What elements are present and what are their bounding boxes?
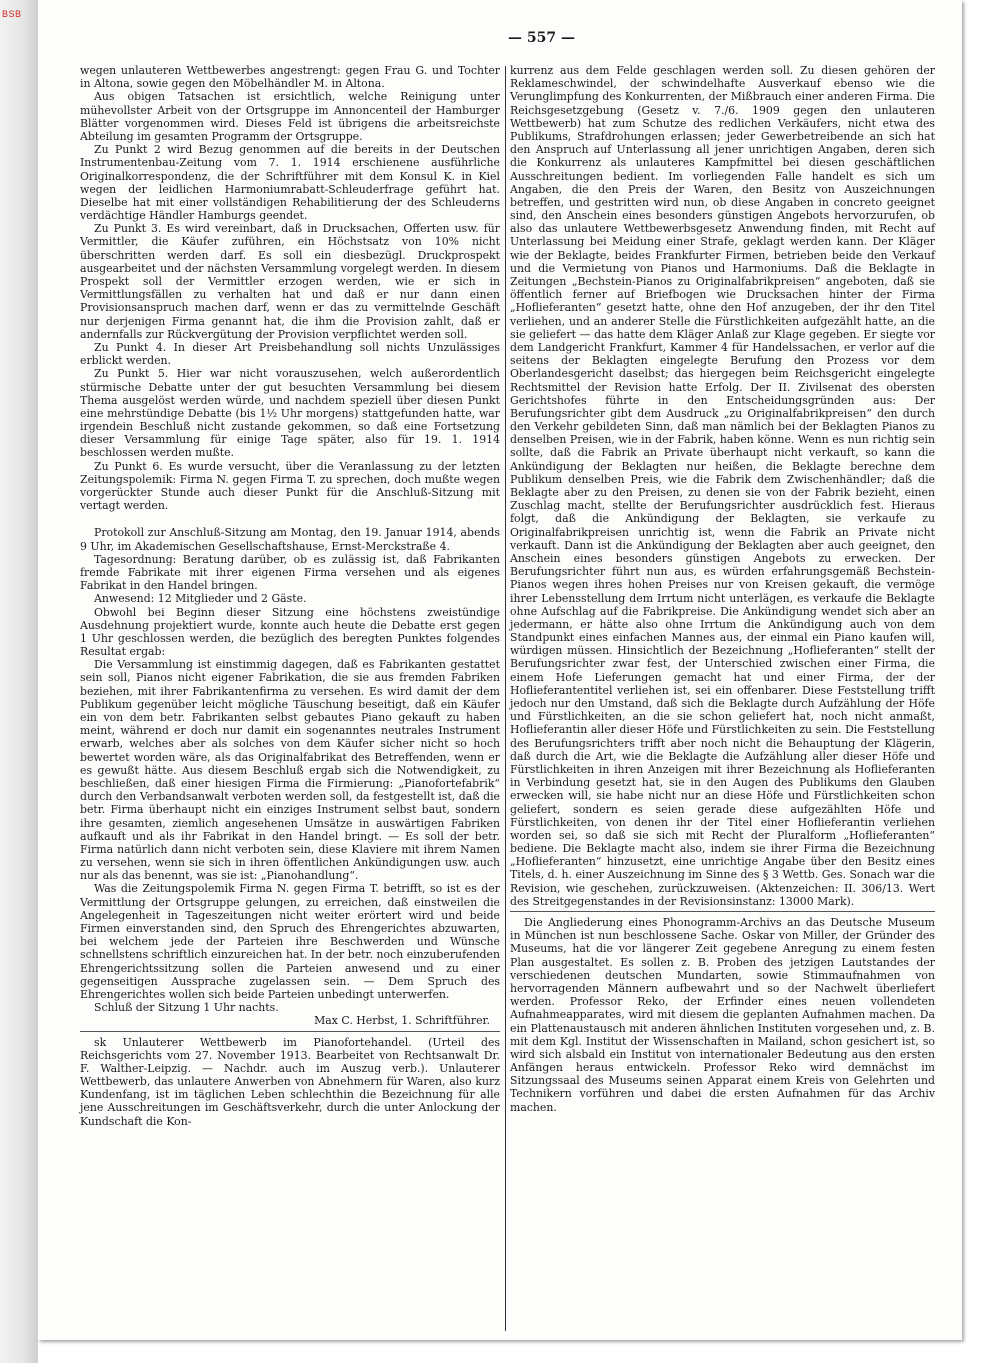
- text-paragraph: Was die Zeitungspolemik Firma N. gegen Firma T. betrifft, so ist es der Vermittlung der Ortsgruppe gelungen, zu erreichen, daß einstweilen die Angelegenheit in Tageszeitungen nicht weiter erörtert wird und beide Firmen einverstanden sind, den Spruch des Ehrengerichtes abzuwarten, bei welchem jede der Parteien ihre Beschwerden und Wünsche schnellstens schriftlich einzureichen hat. In der betr. noch einzuberufenden Ehrengerichtssitzung sollen die Parteien anwesend und zu einer gegenseitigen Aussprache zugelassen sein. — Dem Spruch des Ehrengerichtes wollen sich beide Parteien unbedingt unterwerfen.: [80, 882, 500, 1001]
- text-paragraph: Zu Punkt 5. Hier war nicht vorauszusehen, welch außerordentlich stürmische Debatte unter der gut besuchten Versammlung bei diesem Thema ausgelöst werden würde, und nachdem speziell über diesen Punkt eine mehrstündige Debatte (bis 1½ Uhr morgens) stattgefunden hatte, war irgendein Beschluß nicht zustande gekommen, so daß eine Fortsetzung dieser Versammlung für einige Tage später, also für 19. 1. 1914 beschlossen werden mußte.: [80, 367, 500, 460]
- scan-margin-shadow: [0, 0, 38, 1363]
- text-paragraph: sk Unlauterer Wettbewerb im Pianofortehandel. (Urteil des Reichsgerichts vom 27. November 1913. Bearbeitet von Rechtsanwalt Dr. F. Walther-Leipzig. — Nachdr. auch im Auszug verb.). Unlauterer Wettbewerb, das unlautere Anwerben von Abnehmern für Waren, also kurz Kundenfang, ist im täglichen Leben schlechthin die Bezeichnung für alle jene Ausschreitungen im Geschäftsverkehr, durch die unter Anlockung der Kundschaft die Kon-: [80, 1035, 500, 1128]
- text-paragraph: Die Versammlung ist einstimmig dagegen, daß es Fabrikanten gestattet sein soll, Pianos nicht eigener Fabrikation, die sie aus fremden Fabriken beziehen, mit ihrer Fabrikantenfirma zu versehen. Es wird damit der dem Publikum gegenüber leicht mögliche Täuschung beseitigt, daß ein Käufer ein von dem betr. Fabrikanten selbst gebautes Piano gekauft zu haben meint, während er doch nur damit ein sogenanntes neutrales Instrument erwarb, welches aber als solches von dem Käufer sicher nicht so hoch bewertet worden wäre, als das Originalfabrikat des Betreffenden, wenn er es gewußt hätte. Aus diesem Beschluß ergab sich die Notwendigkeit, zu beschließen, daß einer hiesigen Firma die Firmierung: „Pianofortefabrik“ durch den Verbandsanwalt verboten werden soll, da festgestellt ist, daß die betr. Firma überhaupt nicht ein einziges Instrument selbst baut, sondern ihre gesamten, ziemlich angesehenen Umsätze in auswärtigen Fabriken aufkauft und als ihr Fabrikat in den Handel bringt. — Es soll der betr. Firma natürlich dann nicht verboten sein, diese Klaviere mit ihrem Namen zu versehen, wenn sie sich in ihren öffentlichen Ankündigungen usw. auch nur als das benennt, was sie ist: „Pianohandlung“.: [80, 658, 500, 883]
- text-paragraph: kurrenz aus dem Felde geschlagen werden soll. Zu diesen gehören der Reklameschwindel, der schwindelhafte Ausverkauf ebenso wie die Verunglimpfung des Konkurrenten, der Mißbrauch einer anderen Firma. Die Reichsgesetzgebung (Gesetz v. 7./6. 1909 gegen den unlauteren Wettbewerb) hat zum Schutze des redlichen Verkäufers, nicht etwa des Publikums, Strafdrohungen erlassen; jeder Gewerbetreibende an sich hat den Anspruch auf Unterlassung all jener unrichtigen Angaben, deren sich die Konkurrenz als unlauteres Kampfmittel bei diesen geschäftlichen Ausschreitungen bedient. Im vorliegenden Falle handelt es sich um Angaben, die den Preis der Waren, den Besitz von Auszeichnungen betreffen, und gestritten wird nun, ob diese Angaben in concreto geeignet sind, den Anschein eines besonders günstigen Angebots hervorzurufen, ob also das unlautere Wettbewerbsgesetz Anwendung finden, mit Recht auf Unterlassung bei Meidung einer Strafe, geklagt werden kann. Der Kläger wie der Beklagte, beides Frankfurter Firmen, betrieben beide den Verkauf und die Vermietung von Pianos und Harmoniums. Daß die Beklagte in Zeitungen „Bechstein-Pianos zu Originalfabrikpreisen“ angeboten, daß sie öffentlich ferner auf Briefbogen wie Drucksachen hinter der Firma „Hoflieferanten“ gesetzt hatte, ohne den Hof anzugeben, der ihr den Titel verliehen, und an anderer Stelle die Fürstlichkeiten aufgezählt hatte, an die sie geliefert — das hatte dem Kläger Anlaß zur Klage gegeben. Er siegte vor dem Landgericht Frankfurt, Kammer 4 für Handelssachen, er verlor auf die seitens der Beklagten eingelegte Berufung den Prozess vor dem Oberlandesgericht daselbst; das hiergegen beim Reichsgericht eingelegte Rechtsmittel der Revision hatte Erfolg. Der II. Zivilsenat des obersten Gerichtshofes führte in den Entscheidungsgründen aus: Der Berufungsrichter gibt dem Ausdruck „zu Originalfabrikpreisen“ den durch den Verkehr gebildeten Sinn, daß man nämlich bei der Beklagten Pianos zu denselben Preisen, wie in der Fabrik, haben könne. Wenn es nun richtig sein sollte, daß die Fabrik an Private überhaupt nicht verkauft, so kann die Ankündigung der Beklagten nur heißen, die Beklagte berechne dem Publikum denselben Preis, wie die Fabrik dem Zwischenhändler; daß die Beklagte aber zu den Preisen, zu denen sie von der Fabrik bezieht, einen Zuschlag macht, stellte der Berufungsrichter ausdrücklich fest. Hieraus folgt, daß die Ankündigung der Beklagten, sie verkaufe zu Originalfabrikpreisen unrichtig ist, wenn die Fabrik an Private nicht verkauft. Dann ist die Ankündigung der Beklagten aber auch geeignet, den Anschein eines besonders günstigen Angebots zu erwecken. Der Berufungsrichter führt nun aus, es würden erfahrungsgemäß Bechstein-Pianos wegen ihres hohen Preises nur von Kreisen gekauft, die vermöge ihrer Lebensstellung dem Irrtum nicht unterlägen, es verkaufe die Beklagte ohne Aufschlag auf die Fabrikpreise. Die Ankündigung wendet sich aber an jedermann, er hätte also ohne Irrtum die Ankündigung auch von dem Standpunkt eines einfachen Mannes aus, der einmal ein Piano kaufen will, würdigen müssen. Hinsichtlich der Bezeichnung „Hoflieferanten“ stellt der Berufungsrichter zwar fest, der Unterschied zwischen einer Firma, die einem Hofe Lieferungen gemacht hat und einer Firma, der der Hoflieferantentitel verliehen ist, sei ein offenbarer. Diese Feststellung trifft jedoch nur den Umstand, daß sich die Beklagte durch Aufzählung der Höfe und Fürstlichkeiten, an die sie schon geliefert hat, noch nicht anmaßt, Hoflieferantin aller dieser Höfe und Fürstlichkeiten zu sein. Die Feststellung des Berufungsrichters trifft aber noch nicht die Behauptung der Klägerin, daß durch die Art, wie die Beklagte die Aufzählung aller dieser Höfe und Fürstlichkeiten in ihren Anzeigen mit ihrer Bezeichnung als Hoflieferanten in Verbindung gesetzt hat, sie in den Augen des Publikums den Glauben erwecken will, sie habe nicht nur an diese Höfe und Fürstlichkeiten schon geliefert, sondern es seien gerade diese aufgezählten Höfe und Fürstlichkeiten, von denen ihr der Titel einer Hoflieferantin verliehen worden sei, so daß sie sich mit Recht der Pluralform „Hoflieferanten“ bediene. Die Beklagte macht also, indem sie ihrer Firma die Bezeichnung „Hoflieferanten“ hinzusetzt, eine unrichtige Angabe über den Besitz eines Titels, d. h. einer Auszeichnung im Sinne des § 3 Wettb. Ges. Sonach war die Revision, wie geschehen, zurückzuweisen. (Aktenzeichen: II. 306/13. Wert des Streitgegenstandes in der Revisionsinstanz: 13000 Mark).: [510, 64, 935, 908]
- text-paragraph: Protokoll zur Anschluß-Sitzung am Montag, den 19. Januar 1914, abends 9 Uhr, im Akademischen Gesellschaftshause, Ernst-Merckstraße 4.: [80, 526, 500, 553]
- text-paragraph: Aus obigen Tatsachen ist ersichtlich, welche Reinigung unter mühevollster Arbeit von der Ortsgruppe im Annoncenteil der Hamburger Blätter vorgenommen wird. Dieses Feld ist übrigens die arbeitsreichste Abteilung im gesamten Programm der Ortsgruppe.: [80, 90, 500, 143]
- text-paragraph: Die Angliederung eines Phonogramm-Archivs an das Deutsche Museum in München ist nun beschlossene Sache. Oskar von Miller, der Gründer des Museums, hat die vor längerer Zeit gegebene Anregung zu einem festen Plan ausgestaltet. Es sollen z. B. Proben des jetzigen Lautstandes der verschiedenen deutschen Mundarten, sowie Stimmaufnahmen von hervorragenden Männern aufbewahrt und so der Nachwelt überliefert werden. Professor Reko, der Erfinder eines neuen vollendeten Aufnahmeapparates, wird mit diesem die geplanten Aufnahmen machen. Da ein Plattenaustausch mit anderen ähnlichen Instituten vorgesehen und, z. B. mit dem Kgl. Institut der Wissenschaften in Mailand, schon gesichert ist, so wird sich alsbald ein Institut von internationaler Bedeutung aus den ersten Anfängen heraus entwickeln. Professor Reko wird demnächst im Sitzungssaal des Museums seinen Apparat einem Kreis von Gelehrten und Technikern vorführen und dabei die ersten Aufnahmen für das Archiv machen.: [510, 916, 935, 1114]
- text-paragraph: Zu Punkt 4. In dieser Art Preisbehandlung soll nichts Unzulässiges erblickt werden.: [80, 340, 500, 368]
- text-paragraph: Tagesordnung: Beratung darüber, ob es zulässig ist, daß Fabrikanten fremde Fabrikate mit ihrer eigenen Firma versehen und als eigenes Fabrikat in den Handel bringen.: [80, 552, 500, 593]
- text-paragraph: Zu Punkt 2 wird Bezug genommen auf die bereits in der Deutschen Instrumentenbau-Zeitung vom 7. 1. 1914 erschienene ausführliche Originalkorrespondenz, die der Schriftführer mit dem Konsul K. in Kiel wegen der leidlichen Harmoniumrabatt-Schleuderfrage geführt hat. Dieselbe hat mit einer vollständigen Rehabilitierung der des Schleuderns verdächtige Händler Hamburgs geendet.: [80, 143, 500, 223]
- text-paragraph: Max C. Herbst, 1. Schriftführer.: [314, 1014, 490, 1028]
- bsb-watermark: BSB: [2, 9, 22, 19]
- text-paragraph: Zu Punkt 3. Es wird vereinbart, daß in Drucksachen, Offerten usw. für Vermittler, die Käufer zuführen, ein Höchstsatz von 10% nicht überschritten werden darf. Es soll ein diesbezügl. Druckprospekt ausgearbeitet und der nächsten Versammlung vorgelegt werden. In diesem Prospekt soll der Vermittler erzogen werden, wie er sich in Vermittlungsfällen zu verhalten hat und daß er nur dann einen Provisionsanspruch machen darf, wenn er das zu vermittelnde Geschäft nur derjenigen Firma genannt hat, die ihm die Provision zahlt, daß er andernfalls zur Rückvergütung der Provision verpflichtet werden soll.: [80, 222, 500, 341]
- left-column: [80, 64, 500, 1128]
- right-column: [510, 64, 935, 1114]
- text-paragraph: Schluß der Sitzung 1 Uhr nachts.: [94, 1001, 279, 1015]
- text-paragraph: wegen unlauteren Wettbewerbes angestrengt: gegen Frau G. und Tochter in Altona, sowie gegen den Möbelhändler M. in Altona.: [80, 64, 500, 91]
- text-paragraph: Anwesend: 12 Mitglieder und 2 Gäste.: [94, 592, 307, 606]
- text-paragraph: Zu Punkt 6. Es wurde versucht, über die Veranlassung zu der letzten Zeitungspolemik: Firma N. gegen Firma T. zu sprechen, doch mußte wegen vorgerückter Stunde auch dieser Punkt für die Anschluß-Sitzung mit vertagt werden.: [80, 459, 500, 513]
- section-rule: [510, 911, 935, 912]
- text-paragraph: [80, 512, 500, 526]
- text-paragraph: Obwohl bei Beginn dieser Sitzung eine höchstens zweistündige Ausdehnung projektiert wurde, konnte auch heute die Debatte erst gegen 1 Uhr geschlossen werden, die bezüglich des beregten Punktes folgendes Resultat ergab:: [80, 605, 500, 659]
- section-rule: [80, 1031, 500, 1032]
- column-divider: [505, 66, 506, 1331]
- page-number: — 557 —: [508, 30, 575, 46]
